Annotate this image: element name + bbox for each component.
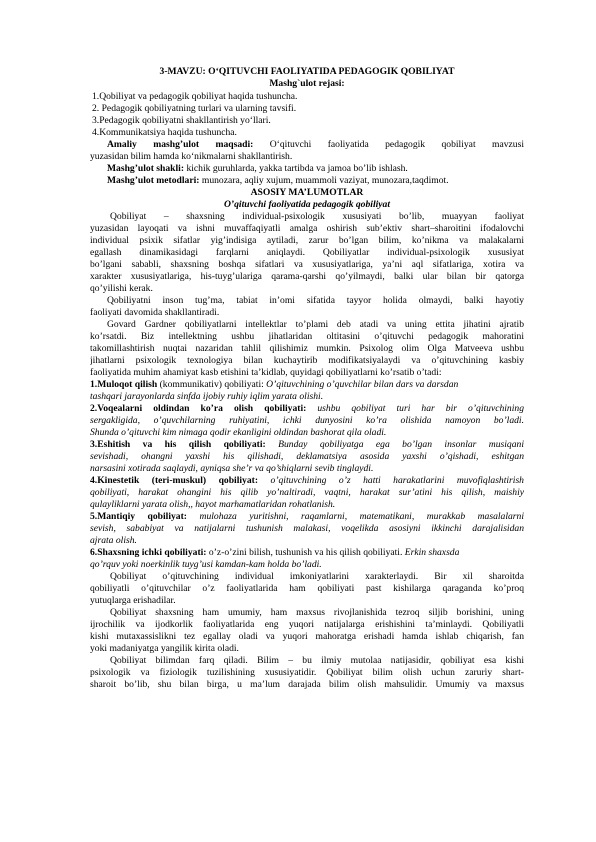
paragraph-line: yuzasidan layoqati va ishni muvaffaqiyatli amalga oshirish sub’ektiv shart–sharoitini ifodalovchi — [90, 223, 524, 234]
paragraph-line: faoliyatida muhim ahamiyat kasb etishini ta’kidlab, quyidagi qobiliyatlarni ko’rsatib o’tadi: — [90, 367, 442, 378]
paragraph-line: qobiliyatli o’qituvchilar o’z faoliyatlarida ham qobiliyati past kishilarga qaraganda ko’proq — [90, 583, 524, 594]
ability-desc-line: qobiliyati, harakat ohangini his qilib yo’naltiradi, vaqtni, harakat sur’atini his qilish, maishiy — [90, 487, 524, 498]
plan-item: 3.Pedagogik qobiliyatni shakllantirish yo‘llari. — [92, 115, 271, 126]
paragraph-line: faoliyati davomida shakllantiradi. — [90, 307, 220, 318]
paragraph-line: yutuqlarga erishadilar. — [90, 595, 176, 606]
ability-desc: Erkin shaxsda — [404, 547, 460, 558]
goal-label: Amaliy mashg’ulot maqsadi: — [107, 139, 254, 150]
ability-desc-line: qo’rquv yoki noerkinlik tuyg’usi kamdan-kam holda bo’ladi. — [90, 559, 322, 570]
ability-label: 3.Eshitish va his qilish qobiliyati: — [90, 439, 266, 450]
goal-text-cont: yuzasidan bilim hamda ko‘nikmalarni shakllantirish. — [90, 151, 293, 162]
ability-label: 6.Shaxsning ichki qobiliyati: — [90, 547, 207, 558]
ability-desc: (kommunikativ) qobiliyati: — [157, 379, 267, 390]
ability-desc: o’z-o’zini bilish, tushunish va his qilish qobiliyati. — [206, 547, 405, 558]
paragraph-line: Qobiliyat o’qituvchining individual imkoniyatlarini xarakterlaydi. Bir xil sharoitda — [110, 571, 524, 582]
paragraph-line: Govard Gardner qobiliyatlarni intellektlar to’plami deb atadi va uning ettita jihatini ajratib — [107, 319, 524, 330]
goal-text: O‘qituvchi faoliyatida pedagogik qobiliyat mavzusi — [269, 139, 524, 150]
paragraph-line: takomillashtirish nuqtai nazaridan tahlil qilishimiz mumkin. Psixolog olim Olga Matveeva ushbu — [90, 343, 524, 354]
ability-desc: o’qituvchining o’z hatti harakatlarini muvofiqlashtirish — [270, 475, 524, 486]
ability-desc-line: qulayliklarni yarata olish,, hayot marhamatlaridan rohatlanish. — [90, 499, 336, 510]
section-subheading: O’qituvchi faoliyatida pedagogik qobiliyat — [223, 199, 390, 210]
ability-item — [90, 379, 524, 391]
ability-label: 4.Kinestetik (teri-muskul) qobiliyat: — [90, 475, 259, 486]
paragraph-line: egallash dinamikasidagi farqlarni aniqlaydi. Qobiliyatlar individual-psixologik xususiyat — [90, 247, 524, 258]
methods-label: Mashg’ulot metodlari: — [107, 175, 200, 186]
paragraph-line: ko’rsatdi. Biz intellektning ushbu jihatlaridan oltitasini o’qituvchi pedagogik mahoratini — [90, 331, 524, 342]
ability-desc: ushbu qobiliyat turi har bir o’qituvchining — [317, 403, 524, 414]
ability-item — [90, 439, 524, 451]
paragraph-line: qo’yilishi kerak. — [90, 283, 153, 294]
form-line — [107, 163, 524, 175]
ability-desc-line: sevishadi, ohangni yaxshi his qilishadi, deklamatsiya asosida yaxshi o’qishadi, eshitgan — [90, 451, 524, 462]
ability-desc-line: sergakligida, o’quvchilarning ruhiyatini, ichki dunyosini ko’ra olishida namoyon bo’ladi. — [90, 415, 524, 426]
ability-desc-line: sevish, sababiyat va natijalarni tushunish malakasi, voqelikda asosiyni ikkinchi darajalisidan — [90, 523, 524, 534]
main-info-heading: ASOSIY MA’LUMOTLAR — [250, 187, 364, 198]
document-title: 3-MAVZU: O‘QITUVCHI FAOLIYATIDA PEDAGOGIK QOBILIYAT — [159, 66, 455, 77]
form-text: kichik guruhlarda, yakka tartibda va jamoa bo’lib ishlash. — [186, 163, 408, 174]
ability-item — [90, 403, 524, 415]
ability-item — [90, 547, 524, 559]
methods-text: munozara, aqliy xujum, muammoli vaziyat, munozara,taqdimot. — [201, 175, 449, 186]
paragraph-line: ijrochilik va ijodkorlik faoliyatlarida eng yuqori natijalarga erishishini ta’minlaydi. Qobiliyatli — [90, 619, 524, 630]
ability-desc-line: ajrata olish. — [90, 535, 137, 546]
ability-item — [90, 511, 524, 523]
plan-heading: Mashg`ulot rejasi: — [269, 78, 345, 89]
ability-desc: Bunday qobiliyatga ega bo’lgan insonlar musiqani — [278, 439, 524, 450]
paragraph-line: sharoit bo’lib, shu bilan birga, u ma’lum darajada bilim olish mahsulidir. Umumiy va maxsus — [90, 679, 524, 690]
paragraph-line: Qobiliyat shaxsning ham umumiy, ham maxsus rivojlanishida tezroq siljib borishini, uning — [110, 607, 524, 618]
methods-line — [107, 175, 524, 187]
paragraph-line: Qobiliyat bilimdan farq qiladi. Bilim – bu ilmiy mutolaa natijasidir, qobiliyat esa kishi — [110, 655, 524, 666]
ability-desc: mulohaza yuritishni, raqamlarni, matematikani, murakkab masalalarni — [199, 511, 524, 522]
plan-item: 2. Pedagogik qobiliyatning turlari va ularning tavsifi. — [92, 103, 297, 114]
paragraph-line: kishi mutaxassislikni tez egallay oladi va yuqori mahoratga erishadi hamda ishlab chiqarish, fan — [90, 631, 524, 642]
goal-line — [107, 139, 524, 151]
paragraph-line: psixologik va fiziologik tuzilishining xususiyatidir. Qobiliyat bilim olish uchun zaruriy shart- — [90, 667, 524, 678]
ability-desc-line: narsasini xotirada saqlaydi, ayniqsa she’r va qo’shiqlarni sevib tinglaydi. — [90, 463, 374, 474]
paragraph-line: jihatlarni psixologik texnologiya bilan kuchaytirib modifikatsiyalaydi va o’qituvchining kasbiy — [90, 355, 524, 366]
paragraph-line: Qobiliyat – shaxsning individual-psixologik xususiyati bo’lib, muayyan faoliyat — [110, 211, 524, 222]
plan-item: 4.Kommunikatsiya haqida tushuncha. — [92, 127, 237, 138]
plan-item: 1.Qobiliyat va pedagogik qobiliyat haqida tushuncha. — [92, 91, 298, 102]
ability-item — [90, 475, 524, 487]
ability-desc-line: tashqari jarayonlarda sinfda ijobiy ruhiy iqlim yarata olishi. — [90, 391, 324, 402]
paragraph-line: individual psixik sifatlar yig’indisiga aytiladi, zarur bo’lgan bilim, ko’nikma va malakalarni — [90, 235, 524, 246]
ability-label: 2.Voqealarni oldindan ko’ra olish qobiliyati: — [90, 403, 307, 414]
paragraph-line: Qobiliyatni inson tug’ma, tabiat in’omi sifatida tayyor holida olmaydi, balki hayotiy — [107, 295, 524, 306]
ability-label: 1.Muloqot qilish — [90, 379, 158, 390]
paragraph-line: bo’lgani sababli, shaxsning boshqa sifatlari va xususiyatlariga, ya’ni aql sifatlariga, xotira va — [90, 259, 524, 270]
paragraph-line: xarakter xususiyatlariga, his-tuyg’ulariga qarama-qarshi qo’yilmaydi, balki ular bilan bir qatorga — [90, 271, 524, 282]
ability-desc-line: Shunda o’qituvchi kim nimaga qodir ekanligini oldindan bashorat qila oladi. — [90, 427, 387, 438]
paragraph-line: yoki madaniyatga yangilik kirita oladi. — [90, 643, 239, 654]
form-label: Mashg’ulot shakli: — [107, 163, 185, 174]
ability-desc: O’qituvchining o’quvchilar bilan dars va darsdan — [266, 379, 459, 390]
ability-label: 5.Mantiqiy qobiliyat: — [90, 511, 187, 522]
